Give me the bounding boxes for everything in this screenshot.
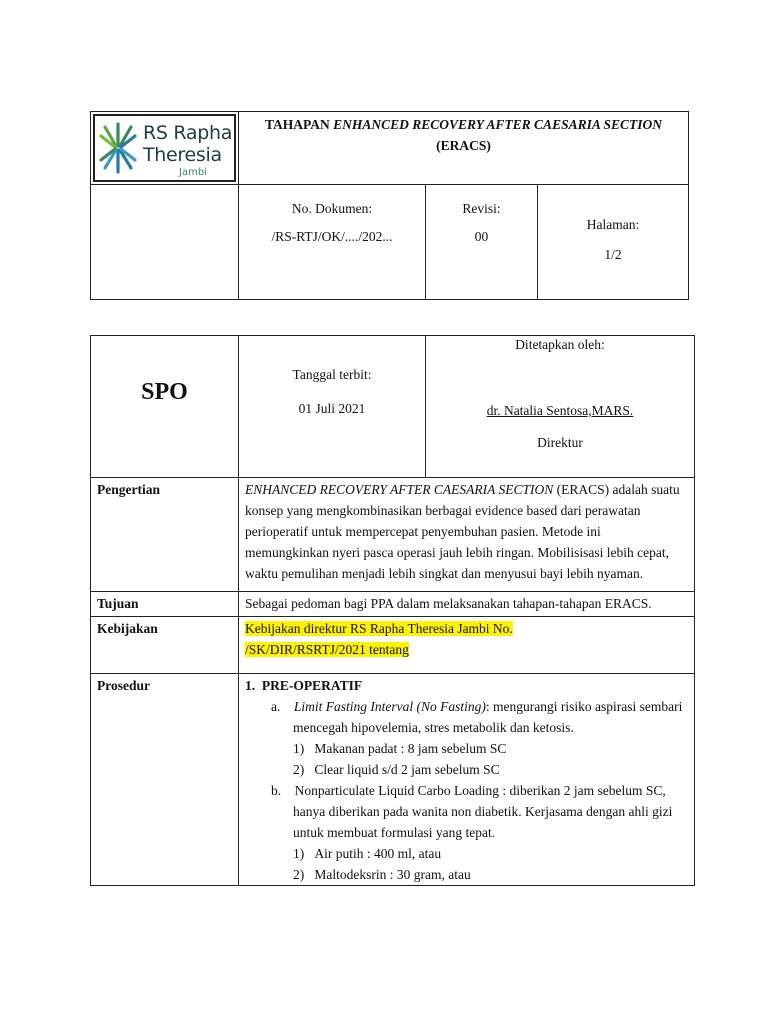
hospital-logo <box>93 114 236 182</box>
revision-label: Revisi: <box>462 201 501 216</box>
signer-name: dr. Natalia Sentosa,MARS. <box>486 403 634 418</box>
spo-title: SPO <box>91 336 239 478</box>
pre-operatif-heading: 1. PRE-OPERATIF <box>245 678 363 693</box>
prosedur-content <box>239 674 695 886</box>
signer-title: Direktur <box>537 435 583 450</box>
document-title: TAHAPAN ENHANCED RECOVERY AFTER CAESARIA SECTION (ERACS) <box>239 112 689 185</box>
revision-value: 00 <box>474 229 489 244</box>
approved-by-label: Ditetapkan oleh: <box>515 337 605 352</box>
list-item: 2) Maltodeksrin : 30 gram, atau <box>293 867 471 882</box>
issue-date-value: 01 Juli 2021 <box>298 401 366 416</box>
kebijakan-text: Kebijakan direktur RS Rapha Theresia Jambi No. /SK/DIR/RSRTJ/2021 tentang <box>239 617 695 674</box>
logo-line-2: Theresia <box>143 144 222 166</box>
list-item: b. Nonparticulate Liquid Carbo Loading : diberikan 2 jam sebelum SC, hanya diberikan pada wanita non diabetik. Kerjasama dengan ahli gizi untuk membuat formulasi yang tepat. <box>271 783 673 840</box>
list-item: 1) Air putih : 400 ml, atau <box>293 846 442 861</box>
approval-cell <box>426 336 695 478</box>
logo-city: Jambi <box>179 167 207 178</box>
spo-table <box>90 335 695 886</box>
tujuan-text: Sebagai pedoman bagi PPA dalam melaksanakan tahapan-tahapan ERACS. <box>239 592 695 617</box>
page-cell <box>538 185 689 300</box>
page-value: 1/2 <box>604 247 622 262</box>
document-header-table <box>90 111 689 300</box>
kebijakan-label: Kebijakan <box>91 617 239 674</box>
doc-number-label: No. Dokumen: <box>291 201 373 216</box>
hospital-logo-icon <box>99 122 137 174</box>
list-item: 2) Clear liquid s/d 2 jam sebelum SC <box>293 762 500 777</box>
pengertian-label: Pengertian <box>91 478 239 592</box>
issue-date-label: Tanggal terbit: <box>292 367 372 382</box>
logo-cell <box>91 112 239 185</box>
empty-cell <box>91 185 239 300</box>
logo-line-1: RS Rapha <box>143 122 233 144</box>
list-item: a. Limit Fasting Interval (No Fasting): mengurangi risiko aspirasi sembari mencegah hipovelemia, stres metabolik dan ketosis. <box>271 699 683 735</box>
doc-number-value: /RS-RTJ/OK/..../202... <box>271 229 393 244</box>
tujuan-label: Tujuan <box>91 592 239 617</box>
issue-date-cell <box>239 336 426 478</box>
prosedur-label: Prosedur <box>91 674 239 886</box>
pengertian-text: ENHANCED RECOVERY AFTER CAESARIA SECTION (ERACS) adalah suatu konsep yang mengkombinasikan berbagai evidence based dari perawatan perioperatif untuk mempercepat penyembuhan pasien. Metode ini memungkinkan nyeri pasca operasi jauh lebih ringan. Mobilisisasi lebih cepat, waktu pemulihan menjadi lebih singkat dan menyusui bayi lebih nyaman. <box>239 478 695 592</box>
doc-number-cell <box>239 185 426 300</box>
revision-cell <box>426 185 538 300</box>
list-item: 1) Makanan padat : 8 jam sebelum SC <box>293 741 507 756</box>
page-label: Halaman: <box>586 217 640 232</box>
